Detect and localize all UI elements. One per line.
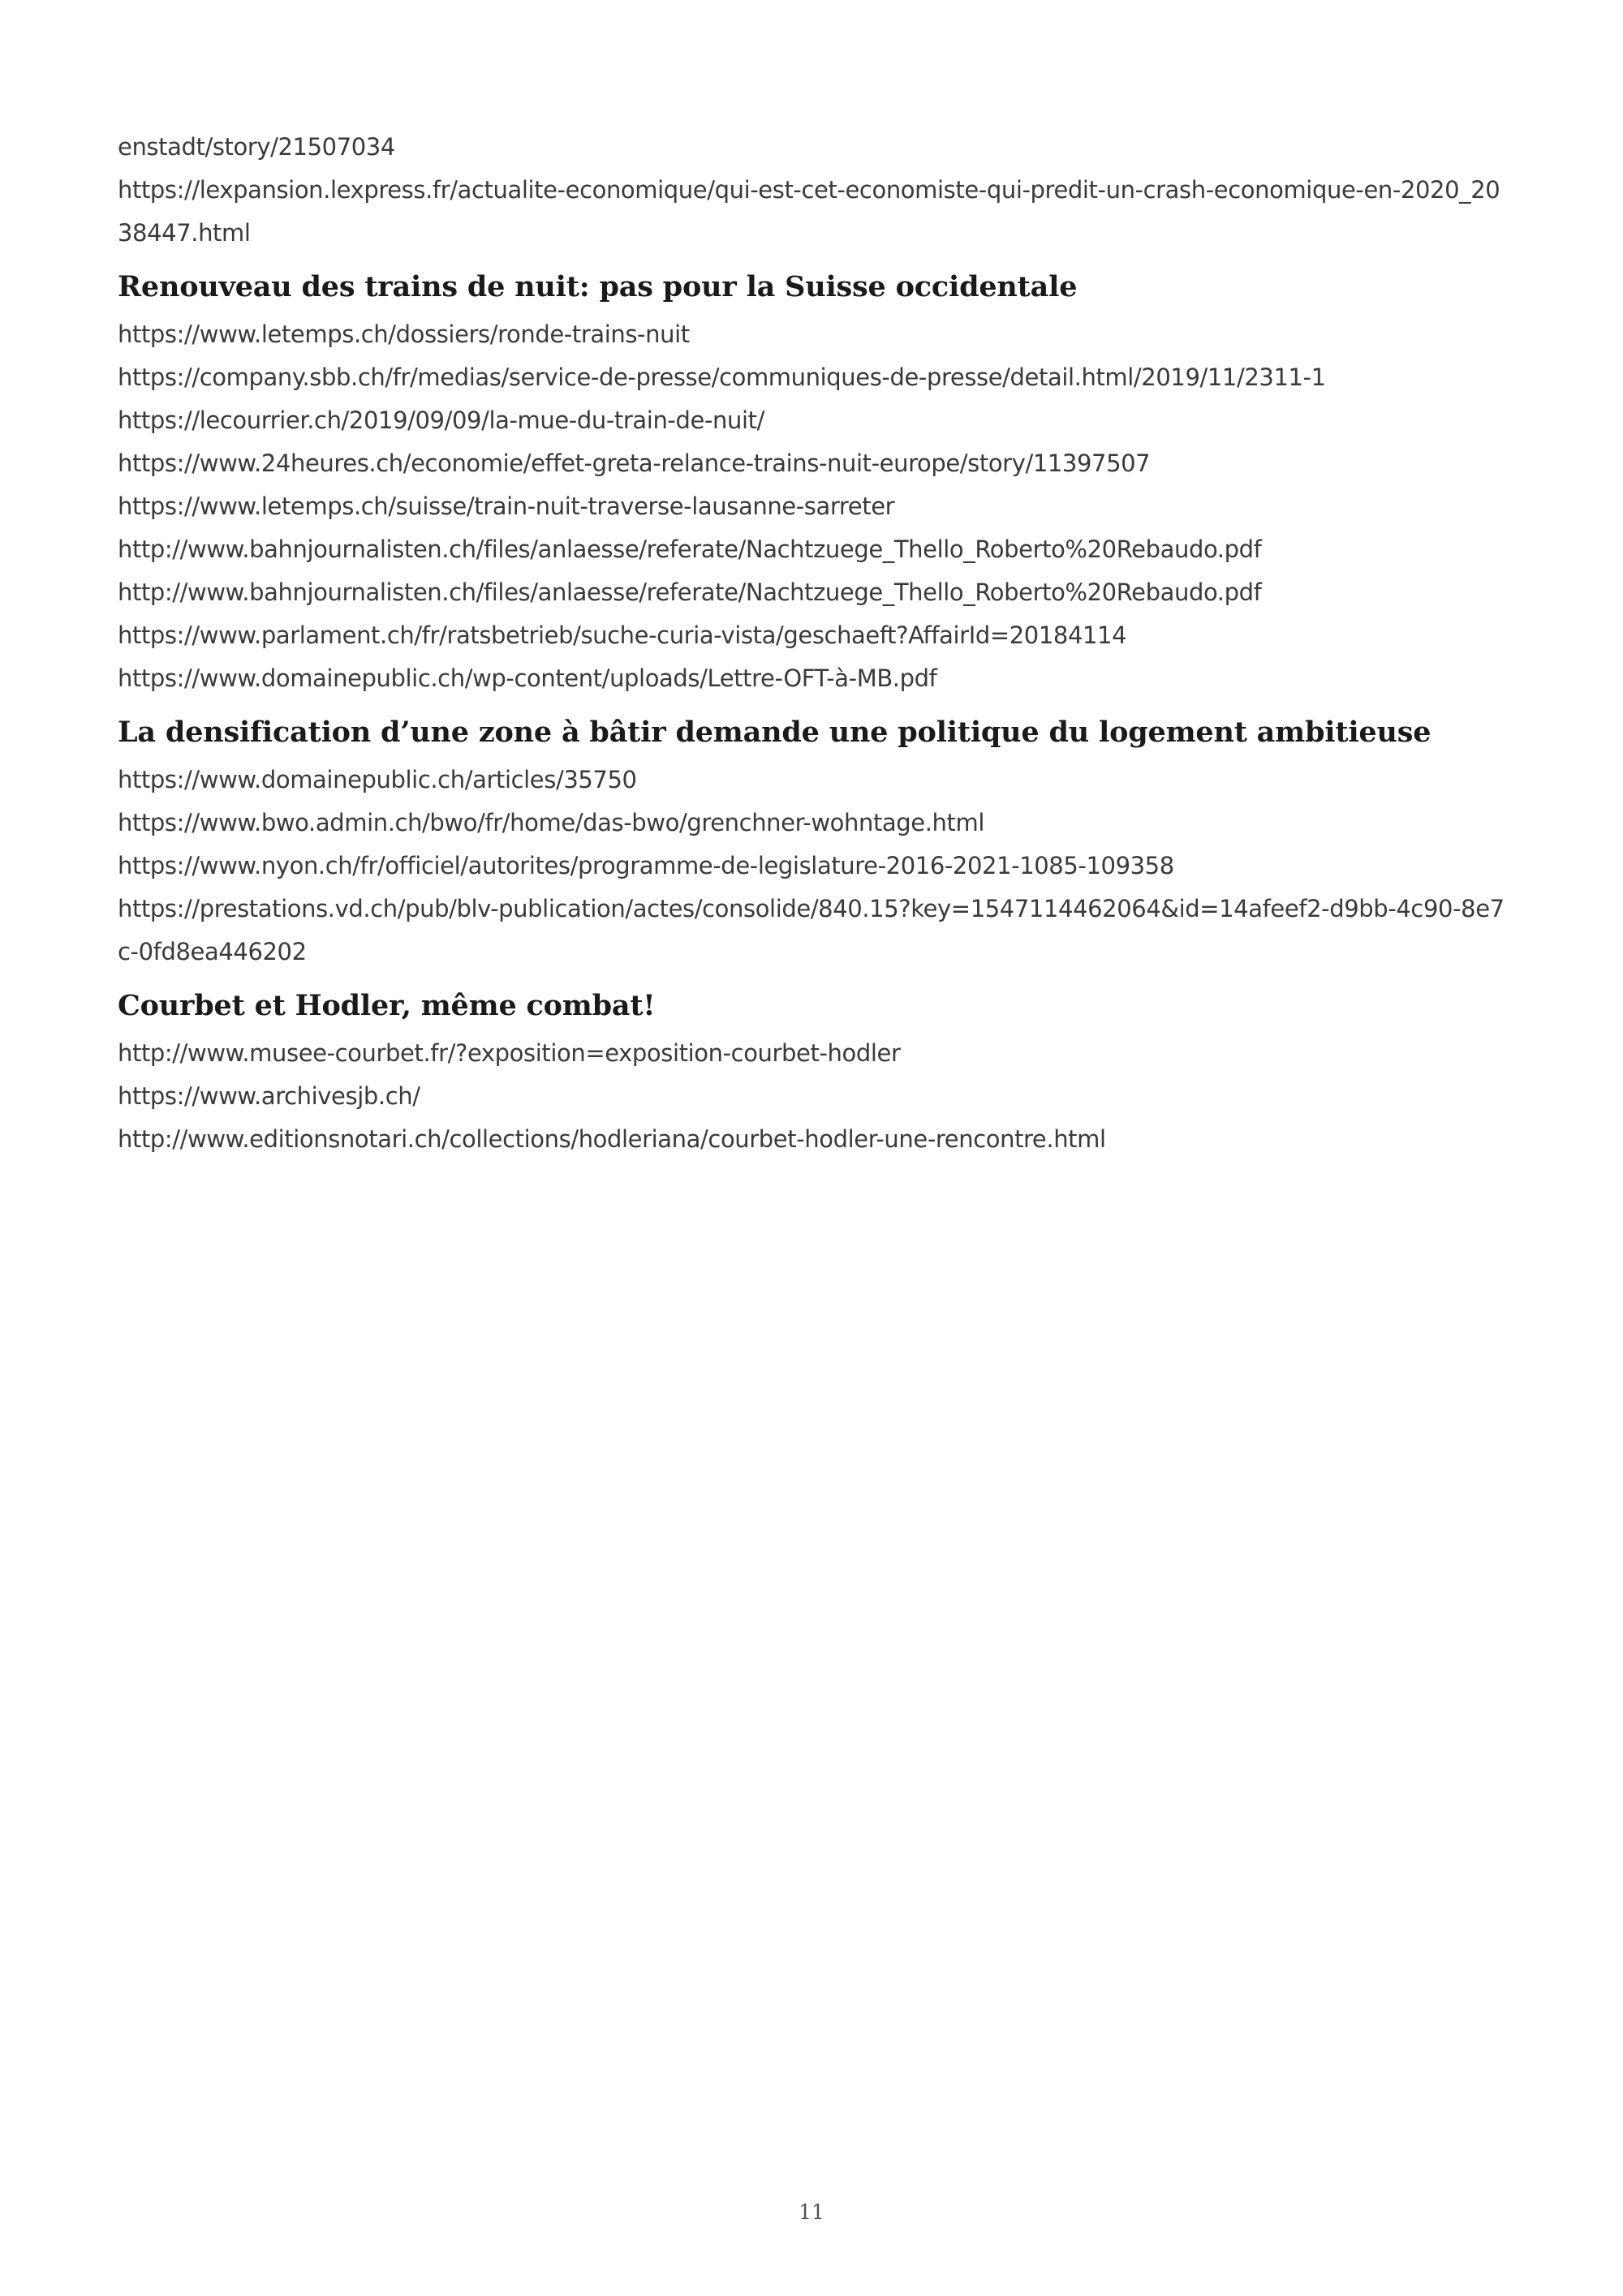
reference-link[interactable]: https://www.letemps.ch/suisse/train-nuit-traverse-lausanne-sarreter <box>118 492 895 520</box>
reference-link[interactable]: https://www.letemps.ch/dossiers/ronde-trains-nuit <box>118 320 690 348</box>
reference-link[interactable]: https://lecourrier.ch/2019/09/09/la-mue-du-train-de-nuit/ <box>118 406 764 434</box>
reference-link[interactable]: https://www.domainepublic.ch/wp-content/uploads/Lettre-OFT-à-MB.pdf <box>118 664 937 692</box>
section-heading: Courbet et Hodler, même combat! <box>118 989 656 1022</box>
reference-link[interactable]: http://www.bahnjournalisten.ch/files/anlaesse/referate/Nachtzuege_Thello_Roberto%20Rebaudo.pdf <box>118 578 1262 606</box>
reference-link[interactable]: https://www.parlament.ch/fr/ratsbetrieb/suche-curia-vista/geschaeft?AffairId=20184114 <box>118 621 1127 649</box>
reference-link[interactable]: https://company.sbb.ch/fr/medias/service-de-presse/communiques-de-presse/detail.html/2019/11/2311-1 <box>118 363 1326 391</box>
reference-link[interactable]: https://www.bwo.admin.ch/bwo/fr/home/das-bwo/grenchner-wohntage.html <box>118 809 985 836</box>
reference-link[interactable]: https://lexpansion.lexpress.fr/actualite-economique/qui-est-cet-economiste-qui-predit-un-crash-economique-en-2020_2038447.html <box>118 176 1500 247</box>
reference-link[interactable]: https://prestations.vd.ch/pub/blv-publication/actes/consolide/840.15?key=1547114462064&id=14afeef2-d9bb-4c90-8e7c-0fd8ea446202 <box>118 895 1505 965</box>
section-densification <box>118 715 1513 974</box>
intro-links <box>118 126 1513 255</box>
reference-link[interactable]: http://www.bahnjournalisten.ch/files/anlaesse/referate/Nachtzuege_Thello_Roberto%20Rebaudo.pdf <box>118 535 1262 563</box>
reference-link[interactable]: https://www.archivesjb.ch/ <box>118 1082 420 1110</box>
reference-link[interactable]: enstadt/story/21507034 <box>118 133 395 161</box>
section-heading: Renouveau des trains de nuit: pas pour la Suisse occidentale <box>118 270 1078 303</box>
reference-link[interactable]: https://www.domainepublic.ch/articles/35750 <box>118 766 637 793</box>
page-number: 11 <box>799 2200 824 2224</box>
reference-link[interactable]: http://www.musee-courbet.fr/?exposition=exposition-courbet-hodler <box>118 1039 901 1067</box>
reference-link[interactable]: http://www.editionsnotari.ch/collections/hodleriana/courbet-hodler-une-rencontre.html <box>118 1125 1106 1153</box>
page-content <box>118 126 1513 1161</box>
section-courbet-hodler <box>118 988 1513 1161</box>
section-heading: La densification d’une zone à bâtir demande une politique du logement ambitieuse <box>118 716 1431 749</box>
reference-link[interactable]: https://www.nyon.ch/fr/officiel/autorites/programme-de-legislature-2016-2021-1085-109358 <box>118 852 1174 879</box>
reference-link[interactable]: https://www.24heures.ch/economie/effet-greta-relance-trains-nuit-europe/story/11397507 <box>118 449 1151 477</box>
section-night-trains <box>118 269 1513 700</box>
